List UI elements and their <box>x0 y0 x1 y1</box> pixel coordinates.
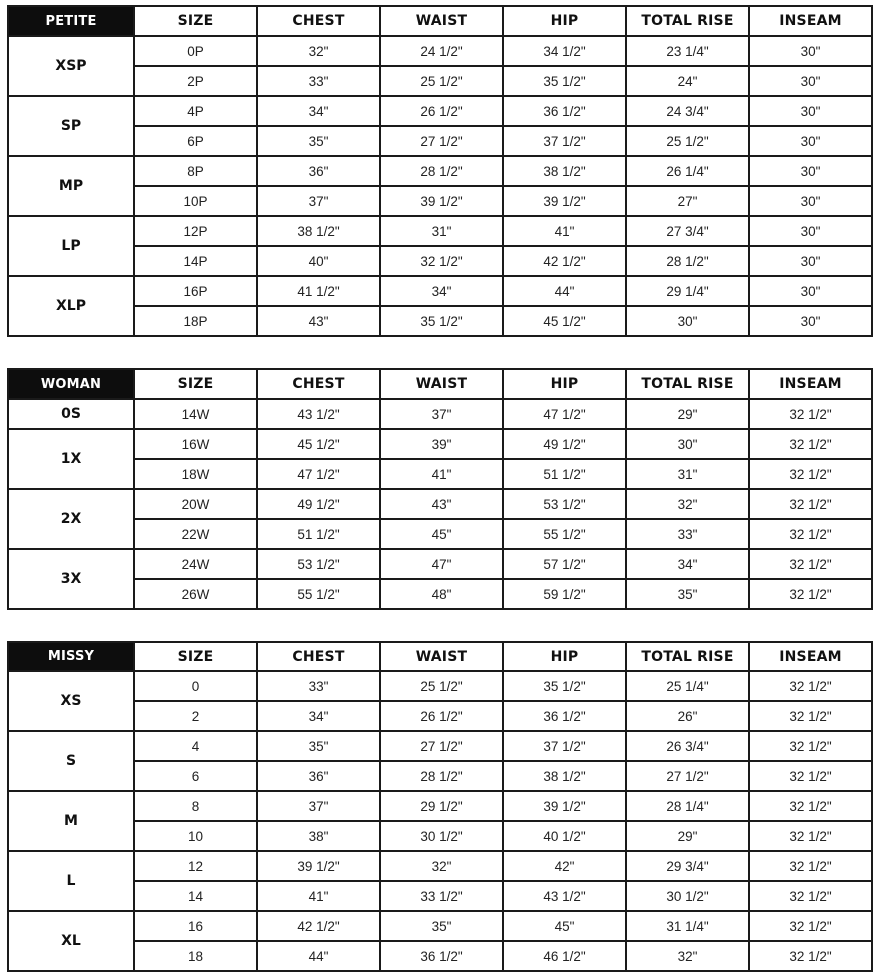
table-cell: 23 1/4" <box>626 36 749 66</box>
table-cell: 32 1/2" <box>380 246 503 276</box>
table-cell: 49 1/2" <box>257 489 380 519</box>
table-cell: 32 1/2" <box>749 911 872 941</box>
table-cell: 43 1/2" <box>503 881 626 911</box>
table-cell: 30" <box>626 306 749 336</box>
table-cell: 12P <box>134 216 257 246</box>
table-cell: 39 1/2" <box>503 791 626 821</box>
table-cell: 4P <box>134 96 257 126</box>
size-group-label: XL <box>8 911 134 971</box>
column-header: WAIST <box>380 642 503 671</box>
table-cell: 41" <box>380 459 503 489</box>
table-cell: 38 1/2" <box>503 156 626 186</box>
table-cell: 27 1/2" <box>380 731 503 761</box>
table-cell: 55 1/2" <box>257 579 380 609</box>
table-cell: 31" <box>626 459 749 489</box>
table-cell: 18W <box>134 459 257 489</box>
table-cell: 33" <box>257 671 380 701</box>
table-cell: 35 1/2" <box>503 66 626 96</box>
table-cell: 32 1/2" <box>749 459 872 489</box>
table-cell: 32" <box>380 851 503 881</box>
table-cell: 37 1/2" <box>503 126 626 156</box>
table-cell: 6P <box>134 126 257 156</box>
column-header: SIZE <box>134 6 257 36</box>
table-cell: 30 1/2" <box>380 821 503 851</box>
table-cell: 30" <box>749 66 872 96</box>
table-cell: 39 1/2" <box>257 851 380 881</box>
table-cell: 28 1/2" <box>380 761 503 791</box>
table-row <box>8 911 872 941</box>
table-cell: 24 3/4" <box>626 96 749 126</box>
table-row <box>8 96 872 126</box>
table-cell: 20W <box>134 489 257 519</box>
column-header: SIZE <box>134 369 257 399</box>
size-group-label: XSP <box>8 36 134 96</box>
table-cell: 36 1/2" <box>503 701 626 731</box>
table-cell: 51 1/2" <box>503 459 626 489</box>
table-cell: 18P <box>134 306 257 336</box>
table-cell: 34" <box>626 549 749 579</box>
table-cell: 27" <box>626 186 749 216</box>
table-cell: 32 1/2" <box>749 671 872 701</box>
table-cell: 35 1/2" <box>380 306 503 336</box>
table-cell: 31 1/4" <box>626 911 749 941</box>
table-cell: 18 <box>134 941 257 971</box>
table-row <box>8 306 872 336</box>
table-cell: 32 1/2" <box>749 429 872 459</box>
table-row <box>8 126 872 156</box>
table-cell: 16 <box>134 911 257 941</box>
size-group-label: L <box>8 851 134 911</box>
table-cell: 26 1/4" <box>626 156 749 186</box>
table-cell: 26 1/2" <box>380 96 503 126</box>
table-cell: 42" <box>503 851 626 881</box>
table-row <box>8 549 872 579</box>
missy-size-table <box>7 641 873 972</box>
column-header: WAIST <box>380 369 503 399</box>
table-cell: 14 <box>134 881 257 911</box>
table-row <box>8 731 872 761</box>
table-title: WOMAN <box>8 369 134 399</box>
table-cell: 33" <box>626 519 749 549</box>
table-cell: 29" <box>626 399 749 429</box>
size-group-label: SP <box>8 96 134 156</box>
table-cell: 28 1/4" <box>626 791 749 821</box>
table-row <box>8 36 872 66</box>
table-cell: 32 1/2" <box>749 881 872 911</box>
table-cell: 30" <box>749 126 872 156</box>
table-cell: 30" <box>749 96 872 126</box>
table-cell: 0 <box>134 671 257 701</box>
table-cell: 25 1/4" <box>626 671 749 701</box>
table-cell: 29 3/4" <box>626 851 749 881</box>
table-cell: 44" <box>503 276 626 306</box>
table-row <box>8 246 872 276</box>
table-cell: 24W <box>134 549 257 579</box>
table-row <box>8 519 872 549</box>
table-cell: 30" <box>749 156 872 186</box>
table-row <box>8 881 872 911</box>
table-cell: 46 1/2" <box>503 941 626 971</box>
table-row <box>8 66 872 96</box>
size-group-label: 2X <box>8 489 134 549</box>
table-cell: 32" <box>257 36 380 66</box>
table-cell: 30" <box>749 36 872 66</box>
table-cell: 32 1/2" <box>749 549 872 579</box>
table-row <box>8 489 872 519</box>
table-cell: 24 1/2" <box>380 36 503 66</box>
table-cell: 42 1/2" <box>257 911 380 941</box>
column-header: INSEAM <box>749 369 872 399</box>
column-header: CHEST <box>257 369 380 399</box>
size-group-label: S <box>8 731 134 791</box>
table-cell: 22W <box>134 519 257 549</box>
table-cell: 26W <box>134 579 257 609</box>
table-cell: 32 1/2" <box>749 761 872 791</box>
table-cell: 34 1/2" <box>503 36 626 66</box>
table-cell: 44" <box>257 941 380 971</box>
table-cell: 35" <box>257 731 380 761</box>
table-row <box>8 459 872 489</box>
table-cell: 32 1/2" <box>749 579 872 609</box>
woman-size-table <box>7 368 873 610</box>
table-cell: 34" <box>257 701 380 731</box>
table-row <box>8 276 872 306</box>
table-cell: 8 <box>134 791 257 821</box>
size-group-label: XS <box>8 671 134 731</box>
table-cell: 53 1/2" <box>503 489 626 519</box>
table-cell: 42 1/2" <box>503 246 626 276</box>
table-cell: 39 1/2" <box>380 186 503 216</box>
table-cell: 36 1/2" <box>380 941 503 971</box>
table-cell: 53 1/2" <box>257 549 380 579</box>
table-cell: 57 1/2" <box>503 549 626 579</box>
table-cell: 26" <box>626 701 749 731</box>
table-row <box>8 429 872 459</box>
table-cell: 34" <box>380 276 503 306</box>
table-cell: 32 1/2" <box>749 701 872 731</box>
table-cell: 32 1/2" <box>749 399 872 429</box>
size-group-label: MP <box>8 156 134 216</box>
table-cell: 45 1/2" <box>503 306 626 336</box>
table-row <box>8 579 872 609</box>
column-header: HIP <box>503 369 626 399</box>
table-cell: 41" <box>503 216 626 246</box>
table-title: MISSY <box>8 642 134 671</box>
table-cell: 30 1/2" <box>626 881 749 911</box>
table-cell: 36" <box>257 156 380 186</box>
petite-size-table <box>7 5 873 337</box>
table-cell: 32" <box>626 941 749 971</box>
table-cell: 40 1/2" <box>503 821 626 851</box>
table-row <box>8 941 872 971</box>
column-header: INSEAM <box>749 642 872 671</box>
table-cell: 32 1/2" <box>749 821 872 851</box>
table-cell: 28 1/2" <box>626 246 749 276</box>
table-row <box>8 701 872 731</box>
table-row <box>8 821 872 851</box>
table-cell: 12 <box>134 851 257 881</box>
table-header-row <box>8 6 872 36</box>
table-cell: 32 1/2" <box>749 941 872 971</box>
table-cell: 33" <box>257 66 380 96</box>
table-cell: 2 <box>134 701 257 731</box>
table-cell: 32 1/2" <box>749 791 872 821</box>
table-cell: 10P <box>134 186 257 216</box>
table-cell: 32 1/2" <box>749 489 872 519</box>
table-row <box>8 851 872 881</box>
table-row <box>8 791 872 821</box>
column-header: SIZE <box>134 642 257 671</box>
table-cell: 4 <box>134 731 257 761</box>
table-cell: 14W <box>134 399 257 429</box>
table-cell: 30" <box>749 306 872 336</box>
table-cell: 35" <box>626 579 749 609</box>
column-header: HIP <box>503 6 626 36</box>
table-cell: 32" <box>626 489 749 519</box>
table-cell: 30" <box>749 246 872 276</box>
table-cell: 37 1/2" <box>503 731 626 761</box>
table-cell: 25 1/2" <box>380 671 503 701</box>
table-cell: 47 1/2" <box>503 399 626 429</box>
column-header: CHEST <box>257 642 380 671</box>
column-header: TOTAL RISE <box>626 642 749 671</box>
table-cell: 41 1/2" <box>257 276 380 306</box>
table-cell: 29 1/4" <box>626 276 749 306</box>
table-cell: 29" <box>626 821 749 851</box>
table-cell: 24" <box>626 66 749 96</box>
table-cell: 30" <box>749 186 872 216</box>
table-cell: 38 1/2" <box>503 761 626 791</box>
table-cell: 45 1/2" <box>257 429 380 459</box>
table-cell: 32 1/2" <box>749 731 872 761</box>
table-cell: 43" <box>257 306 380 336</box>
table-cell: 45" <box>380 519 503 549</box>
column-header: WAIST <box>380 6 503 36</box>
table-header-row <box>8 369 872 399</box>
table-row <box>8 399 872 429</box>
table-cell: 31" <box>380 216 503 246</box>
table-cell: 39" <box>380 429 503 459</box>
table-cell: 0P <box>134 36 257 66</box>
table-cell: 35" <box>380 911 503 941</box>
table-cell: 36 1/2" <box>503 96 626 126</box>
table-cell: 37" <box>380 399 503 429</box>
table-row <box>8 216 872 246</box>
table-cell: 8P <box>134 156 257 186</box>
table-cell: 38 1/2" <box>257 216 380 246</box>
table-cell: 27 3/4" <box>626 216 749 246</box>
table-cell: 26 3/4" <box>626 731 749 761</box>
table-row <box>8 156 872 186</box>
size-group-label: LP <box>8 216 134 276</box>
table-cell: 32 1/2" <box>749 519 872 549</box>
table-cell: 25 1/2" <box>626 126 749 156</box>
table-cell: 6 <box>134 761 257 791</box>
table-cell: 48" <box>380 579 503 609</box>
table-cell: 37" <box>257 186 380 216</box>
column-header: TOTAL RISE <box>626 369 749 399</box>
table-cell: 26 1/2" <box>380 701 503 731</box>
table-cell: 37" <box>257 791 380 821</box>
table-cell: 14P <box>134 246 257 276</box>
table-cell: 30" <box>626 429 749 459</box>
table-header-row <box>8 642 872 671</box>
table-cell: 30" <box>749 276 872 306</box>
table-cell: 40" <box>257 246 380 276</box>
table-cell: 28 1/2" <box>380 156 503 186</box>
table-cell: 34" <box>257 96 380 126</box>
column-header: CHEST <box>257 6 380 36</box>
column-header: TOTAL RISE <box>626 6 749 36</box>
table-cell: 39 1/2" <box>503 186 626 216</box>
table-cell: 33 1/2" <box>380 881 503 911</box>
table-cell: 47" <box>380 549 503 579</box>
size-group-label: 0S <box>8 399 134 429</box>
table-cell: 49 1/2" <box>503 429 626 459</box>
table-row <box>8 761 872 791</box>
column-header: INSEAM <box>749 6 872 36</box>
table-cell: 35" <box>257 126 380 156</box>
table-cell: 43 1/2" <box>257 399 380 429</box>
table-cell: 59 1/2" <box>503 579 626 609</box>
table-cell: 30" <box>749 216 872 246</box>
table-row <box>8 186 872 216</box>
size-group-label: 1X <box>8 429 134 489</box>
size-group-label: M <box>8 791 134 851</box>
table-cell: 10 <box>134 821 257 851</box>
table-cell: 16P <box>134 276 257 306</box>
table-cell: 45" <box>503 911 626 941</box>
table-cell: 41" <box>257 881 380 911</box>
column-header: HIP <box>503 642 626 671</box>
size-group-label: XLP <box>8 276 134 336</box>
table-cell: 35 1/2" <box>503 671 626 701</box>
table-cell: 38" <box>257 821 380 851</box>
table-cell: 47 1/2" <box>257 459 380 489</box>
table-cell: 16W <box>134 429 257 459</box>
table-cell: 55 1/2" <box>503 519 626 549</box>
table-cell: 32 1/2" <box>749 851 872 881</box>
size-group-label: 3X <box>8 549 134 609</box>
table-cell: 29 1/2" <box>380 791 503 821</box>
table-row <box>8 671 872 701</box>
table-cell: 43" <box>380 489 503 519</box>
table-cell: 51 1/2" <box>257 519 380 549</box>
table-cell: 36" <box>257 761 380 791</box>
table-cell: 27 1/2" <box>626 761 749 791</box>
table-cell: 27 1/2" <box>380 126 503 156</box>
table-cell: 25 1/2" <box>380 66 503 96</box>
table-cell: 2P <box>134 66 257 96</box>
table-title: PETITE <box>8 6 134 36</box>
